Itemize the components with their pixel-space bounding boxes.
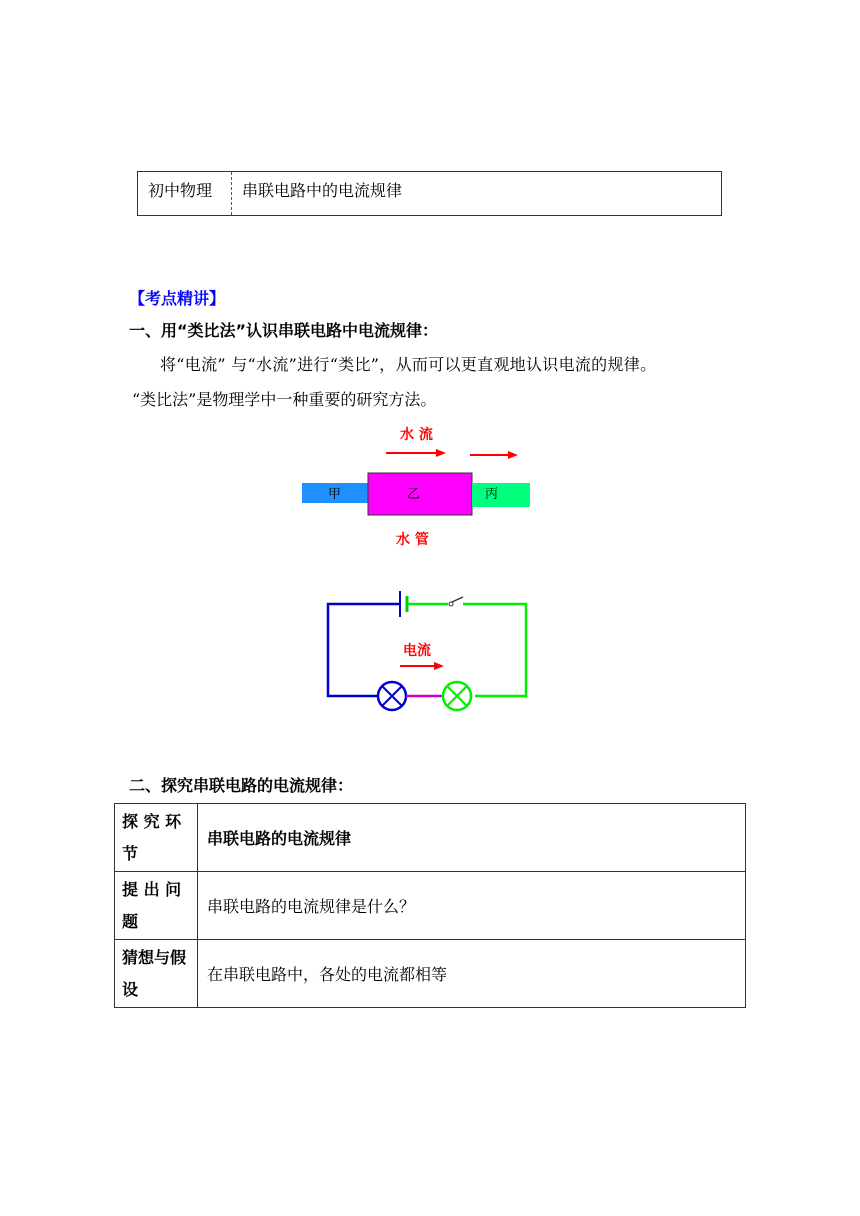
section2-title: 二、探究串联电路的电流规律： (129, 776, 354, 795)
header-table (137, 171, 722, 216)
row-key: 猜想与假设 (115, 940, 198, 1008)
table-row (115, 872, 746, 940)
circuit-diagram (320, 585, 535, 720)
switch-icon (449, 597, 463, 606)
table-row (115, 940, 746, 1008)
section1-title: 一、用“类比法”认识串联电路中电流规律： (129, 321, 439, 340)
section1-paragraph-2: “类比法”是物理学中一种重要的研究方法。 (132, 390, 437, 409)
battery-icon (392, 591, 407, 617)
water-pipe-diagram (290, 420, 550, 560)
current-arrow (400, 662, 444, 670)
water-pipe-label: 水 管 (396, 532, 429, 548)
kaodian-heading: 【考点精讲】 (129, 289, 226, 308)
segment-c-label: 丙 (485, 487, 499, 502)
table-row (115, 804, 746, 872)
water-flow-arrow-2 (470, 451, 518, 459)
circuit-wire-left (328, 604, 392, 696)
segment-a-label: 甲 (328, 487, 342, 502)
section1-paragraph-1: 将“电流” 与“水流”进行“类比”，从而可以更直观地认识电流的规律。 (160, 355, 657, 374)
row-key: 提 出 问 题 (115, 872, 198, 940)
subject-cell: 初中物理 (138, 172, 232, 215)
row-value: 串联电路的电流规律是什么？ (198, 872, 746, 940)
inquiry-table (114, 803, 746, 1008)
lamp-blue-icon (378, 682, 406, 710)
pipe-segment-c (472, 483, 530, 507)
lamp-green-icon (443, 682, 471, 710)
water-flow-label: 水 流 (400, 427, 433, 443)
topic-cell: 串联电路中的电流规律 (242, 181, 403, 200)
row-key: 探 究 环 节 (115, 804, 198, 872)
water-flow-arrow-1 (386, 449, 446, 457)
row-value: 在串联电路中，各处的电流都相等 (198, 940, 746, 1008)
row-value: 串联电路的电流规律 (198, 804, 746, 872)
segment-b-label: 乙 (407, 487, 421, 502)
current-label: 电流 (403, 643, 431, 659)
